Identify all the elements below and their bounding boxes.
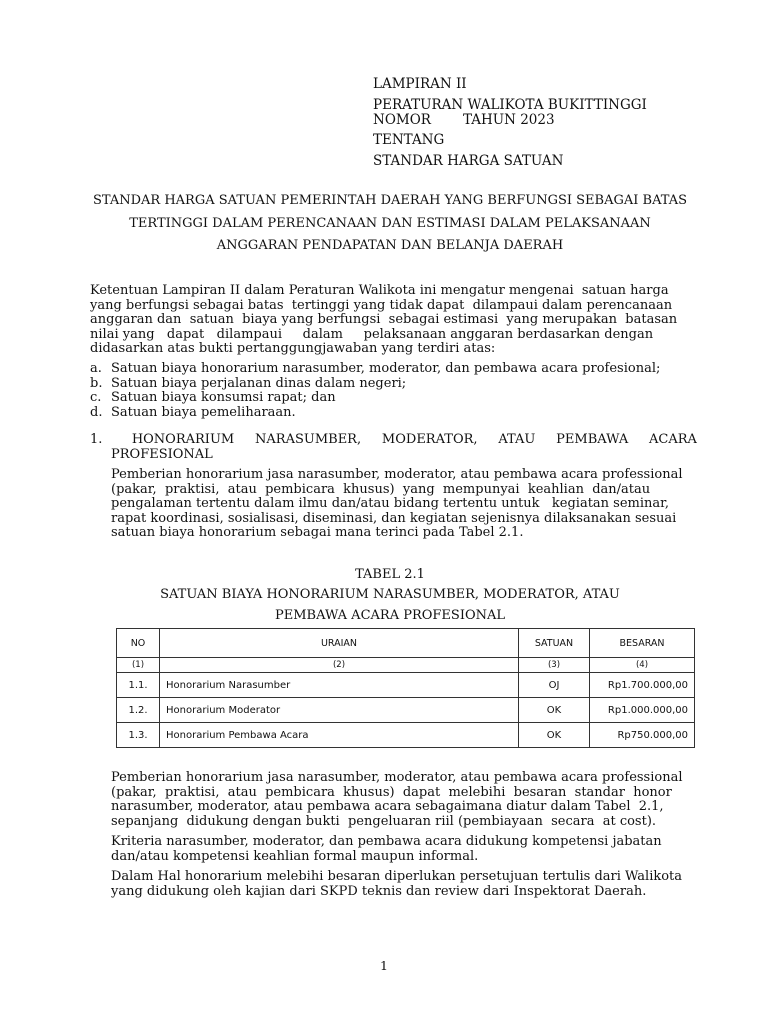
row-satuan: OJ (519, 673, 590, 698)
row-satuan: OK (519, 698, 590, 723)
list-marker: d. (90, 404, 103, 420)
after-para-1-line-3: narasumber, moderator, atau pembawa acara sebagaimana diatur dalam Tabel 2.1, (111, 799, 664, 814)
table-row (117, 723, 695, 748)
tahun-label: TAHUN 2023 (462, 112, 555, 128)
list-text: Satuan biaya honorarium narasumber, moderator, dan pembawa acara profesional; (111, 361, 661, 376)
intro-line-1: Ketentuan Lampiran II dalam Peraturan Walikota ini mengatur mengenai satuan harga (90, 283, 669, 298)
row-no: 1.2. (117, 698, 160, 723)
intro-line-2: yang berfungsi sebagai batas tertinggi yang tidak dapat dilampaui dalam perencanaan (90, 297, 673, 313)
intro-line-5: didasarkan atas bukti pertanggungjawaban yang terdiri atas: (90, 341, 496, 356)
header-cell-satuan: SATUAN (519, 629, 590, 658)
list-item (90, 377, 406, 392)
row-no: 1.1. (117, 673, 160, 698)
row-uraian: Honorarium Pembawa Acara (160, 723, 519, 748)
section-1-para-line-1: Pemberian honorarium jasa narasumber, moderator, atau pembawa acara professional (111, 467, 683, 482)
nomor-label: NOMOR (373, 112, 431, 128)
doc-title-line-1: STANDAR HARGA SATUAN PEMERINTAH DAERAH YANG BERFUNGSI SEBAGAI BATAS (92, 193, 688, 208)
heading-continuation: PROFESIONAL (111, 446, 213, 462)
lampiran-label: LAMPIRAN II (373, 76, 467, 92)
after-para-3-line-2: yang didukung oleh kajian dari SKPD teknis dan review dari Inspektorat Daerah. (111, 883, 647, 899)
list-item (90, 362, 660, 377)
row-uraian: Honorarium Narasumber (160, 673, 519, 698)
list-item (90, 391, 336, 406)
heading-word: MODERATOR, (381, 432, 478, 447)
row-besaran: Rp1.000.000,00 (590, 698, 695, 723)
row-uraian: Honorarium Moderator (160, 698, 519, 723)
subheader-cell: (1) (117, 658, 160, 673)
doc-title-line-2: TERTINGGI DALAM PERENCANAAN DAN ESTIMASI DALAM PELAKSANAAN (129, 216, 651, 231)
row-no: 1.3. (117, 723, 160, 748)
after-para-2-line-1: Kriteria narasumber, moderator, dan pembawa acara didukung kompetensi jabatan (111, 834, 662, 849)
header-cell-besaran: BESARAN (590, 629, 695, 658)
section-1-para-line-2: (pakar, praktisi, atau pembicara khusus) yang mempunyai keahlian dan/atau (111, 481, 651, 497)
intro-line-3: anggaran dan satuan biaya yang berfungsi sebagai estimasi yang merupakan batasan (90, 312, 678, 327)
tentang-label: TENTANG (373, 132, 445, 148)
header-cell-uraian: URAIAN (160, 629, 519, 658)
after-para-1-line-4: sepanjang didukung dengan bukti pengeluaran riil (pembiayaan secara at cost). (111, 813, 657, 829)
list-item (90, 406, 296, 421)
after-para-1-line-2: (pakar, praktisi, atau pembicara khusus) dapat melebihi besaran standar honor (111, 784, 672, 800)
section-1-para-line-3: pengalaman tertentu dalam ilmu dan/atau bidang tertentu untuk kegiatan seminar, (111, 496, 670, 511)
table-row (117, 673, 695, 698)
table-subheader-row (117, 658, 695, 673)
list-marker: c. (90, 390, 102, 405)
list-text: Satuan biaya perjalanan dinas dalam negeri; (111, 375, 407, 391)
table-row (117, 698, 695, 723)
list-text: Satuan biaya pemeliharaan. (111, 404, 296, 420)
doc-title-line-3: ANGGARAN PENDAPATAN DAN BELANJA DAERAH (216, 238, 564, 253)
table-caption-line-2: PEMBAWA ACARA PROFESIONAL (274, 608, 506, 623)
nomor-tahun-line (373, 112, 555, 128)
after-para-3-line-1: Dalam Hal honorarium melebihi besaran diperlukan persetujuan tertulis dari Walikota (111, 869, 683, 884)
subheader-cell: (4) (590, 658, 695, 673)
row-satuan: OK (519, 723, 590, 748)
heading-word: NARASUMBER, (255, 432, 362, 447)
after-para-2-line-2: dan/atau kompetensi keahlian formal maupun informal. (111, 848, 479, 864)
heading-word: HONORARIUM (131, 432, 235, 447)
after-para-1-line-1: Pemberian honorarium jasa narasumber, moderator, atau pembawa acara professional (111, 770, 683, 785)
section-1-heading (90, 433, 697, 462)
heading-word: PEMBAWA (556, 432, 629, 447)
list-marker: a. (90, 361, 102, 376)
section-1-para-line-5: satuan biaya honorarium sebagai mana terinci pada Tabel 2.1. (111, 525, 524, 540)
list-text: Satuan biaya konsumsi rapat; dan (111, 390, 336, 405)
header-cell-no: NO (117, 629, 160, 658)
table-label: TABEL 2.1 (355, 567, 425, 582)
table-header-row (117, 629, 695, 658)
table-caption-line-1: SATUAN BIAYA HONORARIUM NARASUMBER, MODERATOR, ATAU (160, 587, 620, 602)
row-besaran: Rp750.000,00 (590, 723, 695, 748)
subheader-cell: (3) (519, 658, 590, 673)
section-1-para-line-4: rapat koordinasi, sosialisasi, diseminasi, dan kegiatan sejenisnya dilaksanakan sesuai (111, 510, 677, 526)
honorarium-table (116, 628, 695, 748)
section-number: 1. (90, 432, 103, 447)
intro-line-4: nilai yang dapat dilampaui dalam pelaksanaan anggaran berdasarkan dengan (90, 326, 654, 342)
subject-label: STANDAR HARGA SATUAN (373, 153, 564, 169)
heading-word: ATAU (498, 432, 536, 447)
peraturan-label: PERATURAN WALIKOTA BUKITTINGGI (373, 97, 647, 113)
page-number: 1 (380, 958, 388, 973)
subheader-cell: (2) (160, 658, 519, 673)
heading-word: ACARA (649, 432, 697, 447)
list-marker: b. (90, 375, 103, 391)
row-besaran: Rp1.700.000,00 (590, 673, 695, 698)
